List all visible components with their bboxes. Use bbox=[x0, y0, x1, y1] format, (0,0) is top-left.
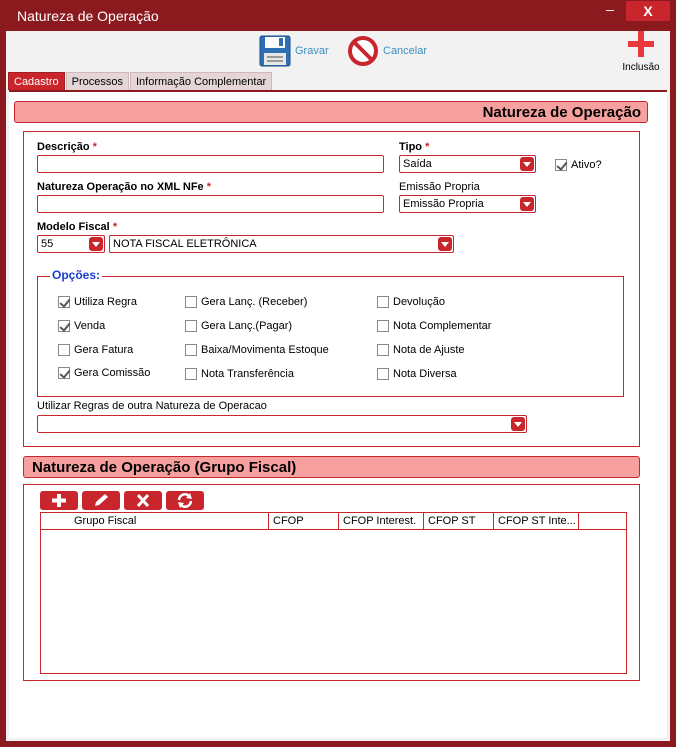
checkbox-icon bbox=[377, 344, 389, 356]
floppy-disk-icon bbox=[259, 35, 291, 67]
section-header-grupo-fiscal bbox=[23, 456, 640, 478]
ativo-checkbox[interactable] bbox=[555, 159, 602, 171]
save-button[interactable] bbox=[259, 35, 329, 67]
emissao-value: Emissão Propria bbox=[403, 198, 484, 210]
opcao-devolucao[interactable]: Devolução bbox=[377, 296, 445, 308]
section-title: Natureza de Operação bbox=[482, 104, 641, 121]
modelo-desc-value: NOTA FISCAL ELETRÔNICA bbox=[113, 238, 257, 250]
cancel-icon bbox=[347, 35, 379, 67]
col-grupo-fiscal[interactable]: Grupo Fiscal bbox=[41, 513, 269, 530]
grid-add-button[interactable] bbox=[40, 491, 78, 510]
modelo-label: Modelo Fiscal * bbox=[37, 221, 118, 233]
cancel-button[interactable] bbox=[347, 35, 427, 67]
opcao-venda[interactable]: Venda bbox=[58, 320, 105, 332]
opcao-gera-comissao[interactable]: Gera Comissão bbox=[58, 367, 150, 379]
section-header-natureza bbox=[14, 101, 648, 123]
col-cfop-st-inte[interactable]: CFOP ST Inte... bbox=[494, 513, 579, 530]
checkbox-icon bbox=[377, 320, 389, 332]
client-area bbox=[6, 31, 670, 741]
grid-header bbox=[41, 513, 626, 530]
emissao-select[interactable] bbox=[399, 195, 536, 213]
grid-edit-button[interactable] bbox=[82, 491, 120, 510]
grupo-fiscal-grid bbox=[40, 512, 627, 674]
xml-input[interactable] bbox=[37, 195, 384, 213]
checkbox-check-icon bbox=[555, 159, 567, 171]
opcao-nota-diversa[interactable]: Nota Diversa bbox=[377, 368, 457, 380]
checkbox-icon bbox=[185, 344, 197, 356]
cancel-label: Cancelar bbox=[383, 45, 428, 57]
chevron-down-icon bbox=[89, 237, 103, 251]
checkbox-icon bbox=[185, 320, 197, 332]
col-cfop-interest[interactable]: CFOP Interest. bbox=[339, 513, 424, 530]
tab-bar bbox=[8, 72, 273, 90]
checkbox-icon bbox=[377, 368, 389, 380]
checkbox-icon bbox=[185, 368, 197, 380]
modelo-code-value: 55 bbox=[41, 238, 54, 250]
chevron-down-icon bbox=[438, 237, 452, 251]
add-label: Inclusão bbox=[622, 62, 660, 73]
tab-cadastro[interactable]: Cadastro bbox=[8, 72, 65, 90]
close-button[interactable]: X bbox=[626, 1, 670, 21]
save-label: Gravar bbox=[295, 45, 329, 57]
add-button[interactable] bbox=[616, 31, 666, 73]
opcao-gera-lanc-pagar[interactable]: Gera Lanç.(Pagar) bbox=[185, 320, 292, 332]
descricao-input[interactable] bbox=[37, 155, 384, 173]
form-group bbox=[23, 131, 640, 447]
opcao-nota-complementar[interactable]: Nota Complementar bbox=[377, 320, 491, 332]
modelo-code-select[interactable] bbox=[37, 235, 105, 253]
opcao-nota-ajuste[interactable]: Nota de Ajuste bbox=[377, 344, 465, 356]
plus-icon bbox=[40, 491, 78, 510]
checkbox-icon bbox=[185, 296, 197, 308]
grid-refresh-button[interactable] bbox=[166, 491, 204, 510]
col-cfop-st[interactable]: CFOP ST bbox=[424, 513, 494, 530]
emissao-label: Emissão Propria bbox=[399, 181, 480, 193]
opcao-baixa-estoque[interactable]: Baixa/Movimenta Estoque bbox=[185, 344, 329, 356]
checkbox-check-icon bbox=[58, 367, 70, 379]
descricao-label: Descrição * bbox=[37, 141, 97, 153]
regras-select[interactable] bbox=[37, 415, 527, 433]
opcoes-legend: Opções: bbox=[52, 268, 101, 282]
checkbox-icon bbox=[377, 296, 389, 308]
chevron-down-icon bbox=[520, 157, 534, 171]
opcao-gera-fatura[interactable]: Gera Fatura bbox=[58, 344, 133, 356]
tab-panel-cadastro bbox=[9, 90, 667, 738]
opcoes-fieldset bbox=[37, 268, 624, 397]
opcao-gera-lanc-receber[interactable]: Gera Lanç. (Receber) bbox=[185, 296, 307, 308]
opcao-utiliza-regra[interactable]: Utiliza Regra bbox=[58, 296, 137, 308]
checkbox-check-icon bbox=[58, 320, 70, 332]
close-icon bbox=[124, 491, 162, 510]
modelo-desc-select[interactable] bbox=[109, 235, 454, 253]
regras-label: Utilizar Regras de outra Natureza de Operacao bbox=[37, 400, 267, 412]
plus-icon bbox=[628, 31, 654, 57]
tipo-select[interactable] bbox=[399, 155, 536, 173]
window-title: Natureza de Operação bbox=[17, 8, 159, 24]
chevron-down-icon bbox=[520, 197, 534, 211]
pencil-icon bbox=[82, 491, 120, 510]
xml-label: Natureza Operação no XML NFe * bbox=[37, 181, 212, 193]
tab-processos[interactable]: Processos bbox=[66, 72, 129, 90]
tab-informacao-complementar[interactable]: Informação Complementar bbox=[130, 72, 272, 90]
tipo-value: Saída bbox=[403, 158, 432, 170]
grupo-fiscal-group bbox=[23, 484, 640, 681]
checkbox-check-icon bbox=[58, 296, 70, 308]
opcao-nota-transferencia[interactable]: Nota Transferência bbox=[185, 368, 294, 380]
section-title: Natureza de Operação (Grupo Fiscal) bbox=[32, 459, 297, 476]
chevron-down-icon bbox=[511, 417, 525, 431]
grid-toolbar bbox=[40, 491, 208, 510]
grid-delete-button[interactable] bbox=[124, 491, 162, 510]
col-cfop[interactable]: CFOP bbox=[269, 513, 339, 530]
checkbox-icon bbox=[58, 344, 70, 356]
ativo-label: Ativo? bbox=[571, 159, 602, 171]
tipo-label: Tipo * bbox=[399, 141, 430, 153]
minimize-button[interactable]: – bbox=[606, 1, 614, 17]
refresh-icon bbox=[166, 491, 204, 510]
title-bar bbox=[0, 0, 676, 31]
